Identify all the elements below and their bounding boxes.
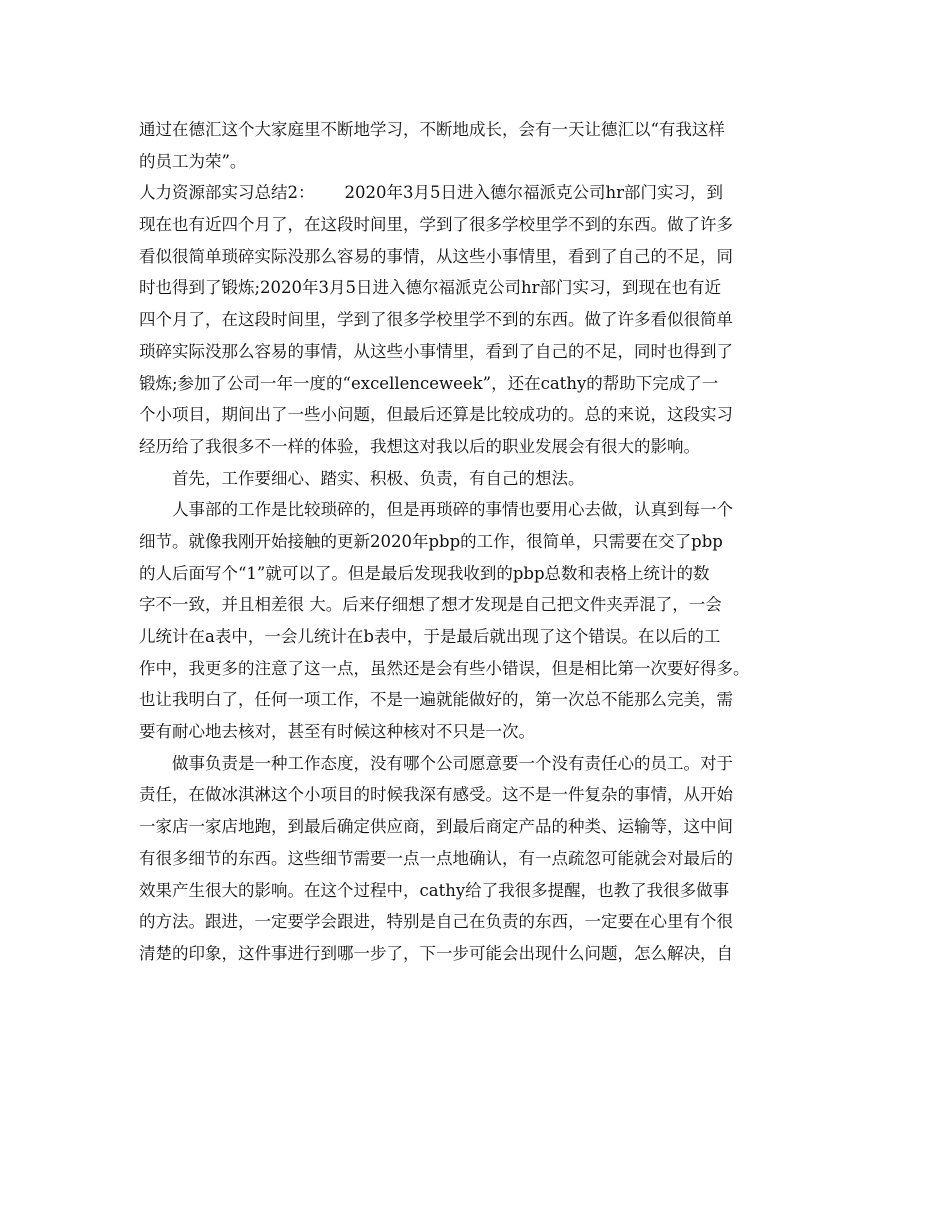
text-line: 锻炼;参加了公司一年一度的“excellenceweek”，还在cathy的帮助下完成了一	[139, 373, 719, 393]
text-line: 作中，我更多的注意了这一点，虽然还是会有些小错误，但是相比第一次要好得多。	[139, 658, 750, 678]
text-line: 经历给了我很多不一样的体验，我想这对我以后的职业发展会有很大的影响。	[139, 436, 700, 456]
text-line: 有很多细节的东西。这些细节需要一点一点地确认，有一点疏忽可能就会对最后的	[139, 848, 733, 868]
text-line: 人力资源部实习总结2： 2020年3月5日进入德尔福派克公司hr部门实习，到	[139, 183, 723, 203]
text-line: 效果产生很大的影响。在这个过程中，cathy给了我很多提醒，也教了我很多做事	[139, 880, 730, 900]
text-line: 的员工为荣”。	[139, 151, 247, 171]
text-line: 一家店一家店地跑，到最后确定供应商，到最后商定产品的种类、运输等，这中间	[139, 817, 733, 837]
text-line: 的人后面写个“1”就可以了。但是最后发现我收到的pbp总数和表格上统计的数	[139, 563, 710, 583]
text-line: 看似很简单琐碎实际没那么容易的事情，从这些小事情里，看到了自己的不足，同	[139, 246, 733, 266]
text-line: 字不一致，并且相差很 大。后来仔细想了想才发现是自己把文件夹弄混了，一会	[139, 595, 722, 615]
text-line: 琐碎实际没那么容易的事情，从这些小事情里，看到了自己的不足，同时也得到了	[139, 341, 733, 361]
text-line: 四个月了，在这段时间里，学到了很多学校里学不到的东西。做了许多看似很简单	[139, 310, 733, 330]
text-line: 时也得到了锻炼;2020年3月5日进入德尔福派克公司hr部门实习，到现在也有近	[139, 278, 722, 298]
text-line: 个小项目，期间出了一些小问题，但最后还算是比较成功的。总的来说，这段实习	[139, 405, 733, 425]
text-line: 通过在德汇这个大家庭里不断地学习，不断地成长，会有一天让德汇以“有我这样	[139, 120, 725, 139]
text-line: 要有耐心地去核对，甚至有时候这种核对不只是一次。	[139, 722, 535, 742]
paragraph-first-line: 人事部的工作是比较琐碎的，但是再琐碎的事情也要用心去做，认真到每一个	[172, 500, 733, 520]
text-line: 儿统计在a表中，一会儿统计在b表中，于是最后就出现了这个错误。在以后的工	[139, 627, 721, 646]
text-line: 也让我明白了，任何一项工作，不是一遍就能做好的，第一次总不能那么完美，需	[139, 690, 733, 710]
text-line: 现在也有近四个月了，在这段时间里，学到了很多学校里学不到的东西。做了许多	[139, 215, 733, 235]
paragraph-first-line: 首先，工作要细心、踏实、积极、负责，有自己的想法。	[172, 468, 585, 488]
text-line: 的方法。跟进，一定要学会跟进，特别是自己在负责的东西，一定要在心里有个很	[139, 912, 733, 932]
text-line: 清楚的印象，这件事进行到哪一步了，下一步可能会出现什么问题，怎么解决，自	[139, 943, 733, 963]
document-body	[139, 114, 814, 970]
text-line: 责任，在做冰淇淋这个小项目的时候我深有感受。这不是一件复杂的事情，从开始	[139, 785, 733, 805]
paragraph-first-line: 做事负责是一种工作态度，没有哪个公司愿意要一个没有责任心的员工。对于	[172, 753, 733, 773]
text-line: 细节。就像我刚开始接触的更新2020年pbp的工作，很简单，只需要在交了pbp	[139, 531, 723, 551]
